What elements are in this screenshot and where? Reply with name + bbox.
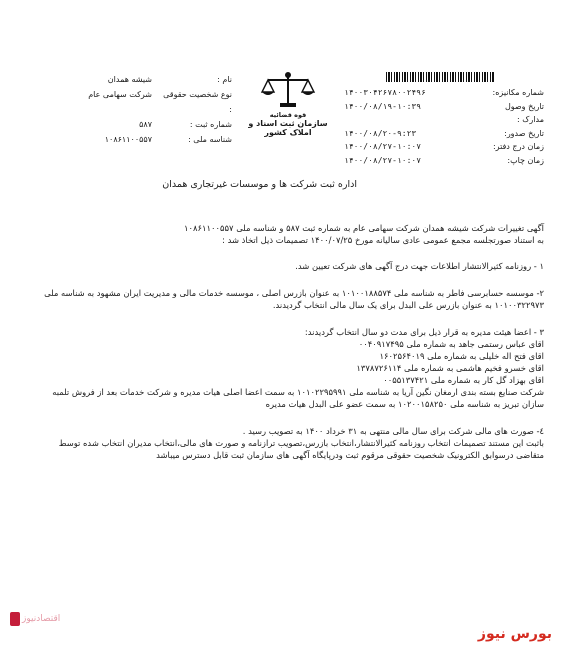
footer-small-logo — [10, 602, 70, 628]
national-id-row — [62, 132, 232, 147]
row-value: ۱۴۰۰/۰۸/۱۹-۱۰:۳۹ — [344, 101, 422, 111]
board-member-line: اقای بهزاد گل کار به شماره ملی ۰۰۵۵۱۳۷۴۲۱ — [383, 375, 544, 385]
office-title: اداره ثبت شرکت ها و موسسات غیرتجاری همدان — [162, 179, 357, 190]
decision-item-3-line: شرکت صنایع بسته بندی ارمغان نگین آریا به شناسه ملی ۱۰۱۰۲۲۹۵۹۹۱ به سمت اعضا اصلی هیات مدیره و شرکت خدمات بعد از فروش تلمبه — [52, 387, 544, 397]
brand-watermark: بورس نیوز — [477, 626, 552, 642]
emblem-caption: قوه قضائیه — [269, 111, 307, 119]
row-label: زمان درج دفتر: — [492, 142, 544, 151]
row-value: ۱۴۰۰۳۰۴۲۶۷۸۰۰۲۴۹۶ — [344, 88, 426, 97]
decision-item-4-line: ٤- صورت های مالی شرکت برای سال مالی منتهی به ۳۱ خرداد ۱۴۰۰ به تصویب رسید . — [242, 426, 544, 436]
registry-time-row — [344, 140, 544, 154]
receipt-date-row — [344, 100, 544, 127]
decision-item-1: ۱ - روزنامه کثیرالانتشار اطلاعات جهت درج آگهی های شرکت تعیین شد. — [295, 261, 544, 271]
row-value: ۱۴۰۰/۰۸/۲۷-۱۰:۰۷ — [344, 155, 422, 165]
mechanized-number-row — [344, 86, 544, 100]
issue-date-row — [344, 127, 544, 141]
row-label: نوع شخصیت حقوقی : — [163, 90, 232, 114]
row-label: شماره مکانیزه: — [492, 88, 544, 97]
registration-number-row — [62, 117, 232, 132]
decision-item-2-line: ۱۰۱۰۰۳۲۲۹۷۳ به عنوان بازرس علی البدل برای یک سال مالی انتخاب گردیدند. — [272, 300, 544, 310]
barcode — [386, 72, 494, 82]
judiciary-emblem — [238, 70, 338, 137]
legal-type-row — [62, 87, 232, 117]
scales-emblem-icon — [260, 70, 316, 110]
row-value: شرکت سهامی عام — [88, 90, 152, 99]
board-member-line: اقای خسرو فخیم هاشمی به شماره ملی ۱۳۷۸۷۲۶۱۱۴ — [356, 363, 544, 373]
company-name-row — [62, 72, 232, 87]
row-value: ۱۰۸۶۱۱۰۰۵۵۷ — [104, 135, 152, 144]
header-right-block — [344, 86, 544, 167]
intro-line: به استناد صورتجلسه مجمع عمومی عادی سالیانه مورخ ۱۴۰۰/۰۷/۲۵ تصمیمات ذیل اتخاذ شد : — [222, 235, 544, 245]
announcement-body — [26, 222, 544, 461]
logo-mark-icon — [10, 612, 20, 626]
decision-item-3-line: ۳ - اعضا هیئت مدیره به قرار ذیل برای مدت دو سال انتخاب گردیدند: — [304, 327, 544, 337]
row-label: تاریخ صدور: — [504, 128, 544, 138]
row-value: شیشه همدان — [107, 75, 152, 84]
print-time-row — [344, 154, 544, 168]
decision-item-4-line: متقاضی درسوابق الکترونیک شخصیت حقوقی مرقوم ثبت ودرپایگاه آگهی های سازمان ثبت قابل دسترس میباشد — [156, 450, 544, 460]
decision-item-3-line: سازان تبریز به شناسه ملی ۱۰۲۰۰۱۵۸۲۵۰ به سمت عضو علی البدل هیات مدیره — [265, 399, 544, 409]
row-value: ۱۴۰۰/۰۸/۲۷-۱۰:۰۷ — [344, 142, 422, 151]
intro-line: آگهی تغییرات شرکت شیشه همدان شرکت سهامی عام به شماره ثبت ۵۸۷ و شناسه ملی ۱۰۸۶۱۱۰۰۵۵۷ — [184, 223, 544, 233]
row-value: ۵۸۷ — [139, 120, 152, 129]
board-member-line: اقای عباس رستمی جاهد به شماره ملی ۰۰۴۰۹۱۷۴۹۵ — [358, 339, 544, 349]
small-logo-text: اقتصادنیوز — [22, 614, 61, 624]
board-member-line: اقای فتح اله خلیلی به شماره ملی ۱۶۰۲۵۶۴۰۱۹ — [379, 351, 544, 361]
row-label: تاریخ وصول مدارک : — [504, 101, 544, 124]
decision-item-2-line: ۲- موسسه حسابرسی فاطر به شناسه ملی ۱۰۱۰۰۱۸۸۵۷۴ به عنوان بازرس اصلی ، موسسه خدمات مالی و مدیریت ایران مشهود به شناسه ملی — [44, 288, 544, 298]
row-label: شناسه ملی : — [188, 135, 232, 144]
decision-item-4-line: باثبت این مستند تصمیمات انتخاب روزنامه کثیرالانتشار،انتخاب بازرس،تصویب ترازنامه و صورت های مالی،انتخاب مدیران انتخاب شده توسط — [58, 438, 544, 448]
row-label: شماره ثبت : — [189, 120, 232, 129]
organization-name: سازمان ثبت اسناد و املاک کشور — [248, 119, 328, 137]
row-label: زمان چاپ: — [507, 155, 544, 165]
row-value: ۱۴۰۰/۰۸/۲۰-۹:۲۳ — [344, 128, 417, 138]
header-left-block — [62, 72, 232, 147]
row-label: نام : — [217, 75, 232, 84]
